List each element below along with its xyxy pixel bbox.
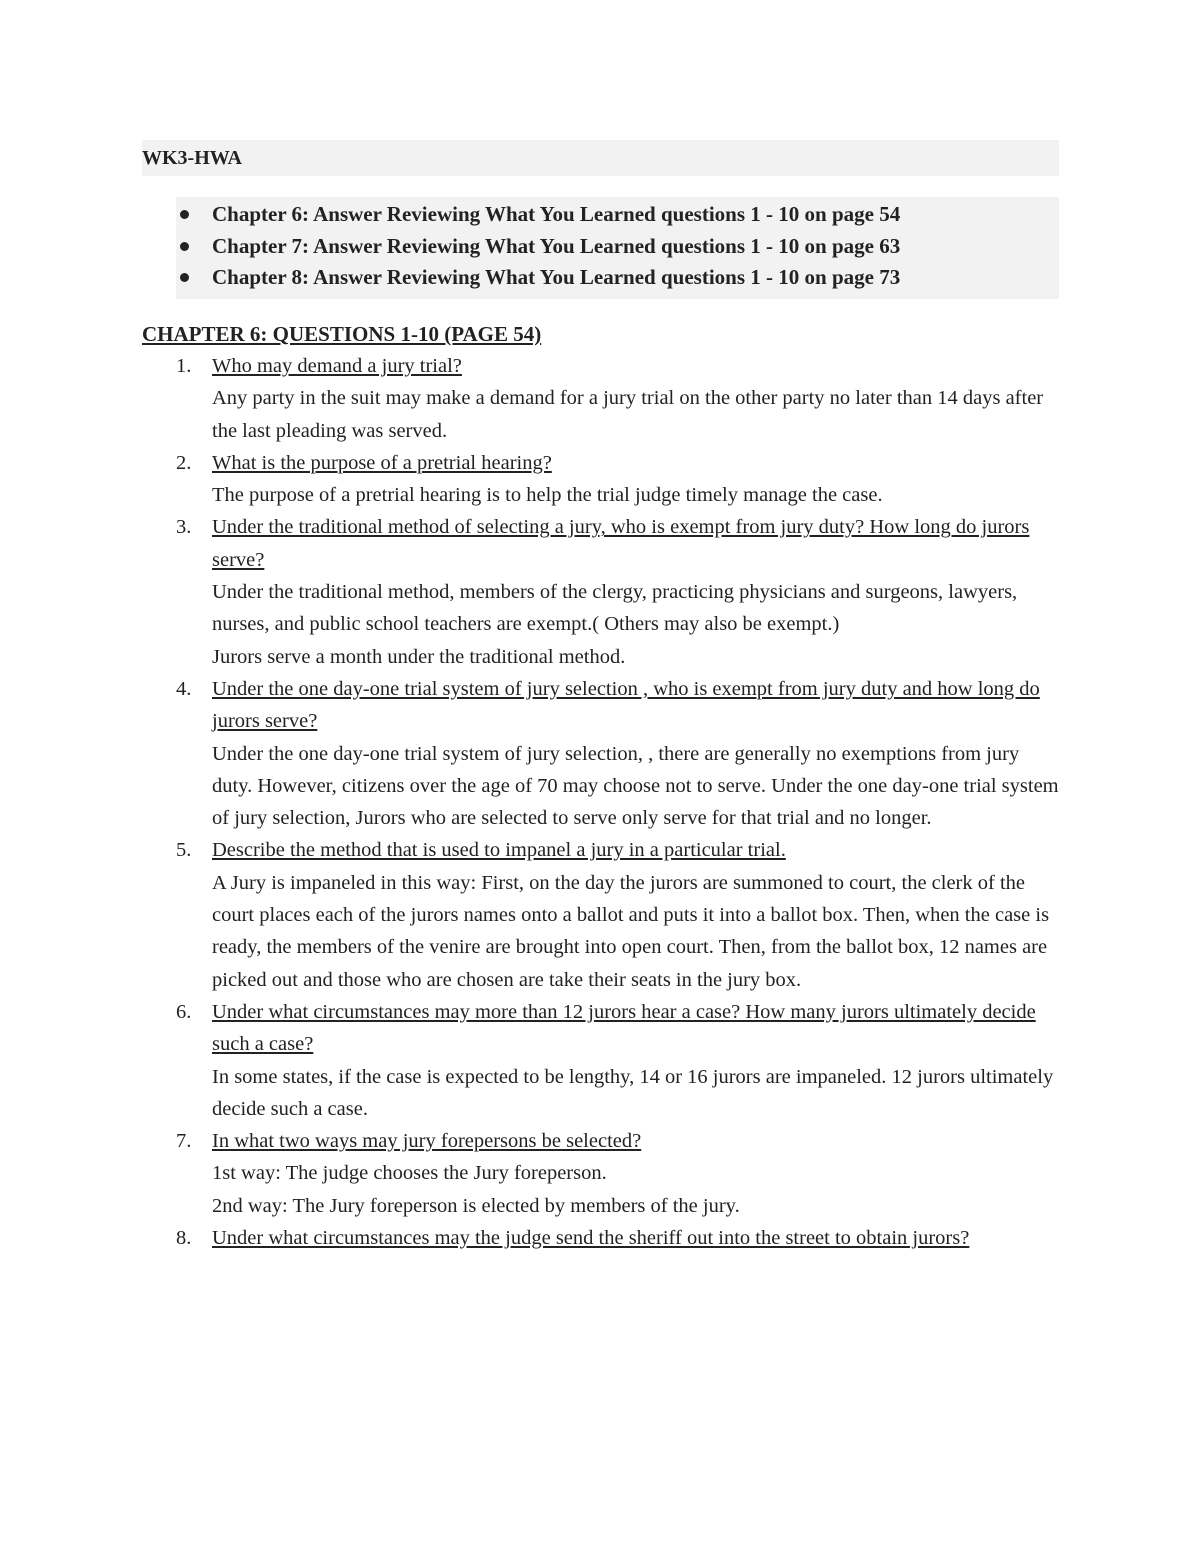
question-text: Under what circumstances may more than 12 jurors hear a case? How many jurors ultimately decide such a case? [212,1000,1036,1056]
question-list [142,350,1062,1254]
question-item [142,447,1062,512]
bullet-icon [180,210,189,219]
question-item [142,996,1062,1125]
section-heading: CHAPTER 6: QUESTIONS 1-10 (PAGE 54) [142,322,542,346]
question-item [142,350,1062,447]
answer-text: Any party in the suit may make a demand for a jury trial on the other party no later than 14 days after the last pleading was served. [212,387,1044,442]
answer-text: Jurors serve a month under the traditional method. [212,645,626,668]
question-number: 1. [176,355,192,377]
question-text: Who may demand a jury trial? [212,355,462,377]
task-list [176,197,1059,299]
question-text: Under the traditional method of selecting a jury, who is exempt from jury duty? How long do jurors serve? [212,516,1030,571]
bullet-icon [180,242,189,251]
answer-text: 1st way: The judge chooses the Jury foreperson. [212,1162,607,1185]
question-text: In what two ways may jury forepersons be selected? [212,1130,642,1153]
question-number: 8. [176,1227,192,1250]
question-text: Describe the method that is used to impanel a jury in a particular trial. [212,839,786,862]
bullet-icon [180,273,189,282]
question-item [142,1222,1062,1254]
task-text: Chapter 8: Answer Reviewing What You Learned questions 1 - 10 on page 73 [212,265,901,289]
question-number: 2. [176,451,192,474]
question-item [142,673,1062,834]
answer-text: In some states, if the case is expected to be lengthy, 14 or 16 jurors are impaneled. 12 jurors ultimately decide such a case. [212,1065,1054,1120]
question-number: 7. [176,1130,192,1153]
answer-text: The purpose of a pretrial hearing is to help the trial judge timely manage the case. [212,484,883,507]
question-number: 3. [176,516,192,539]
question-item [142,834,1062,995]
question-text: Under the one day-one trial system of jury selection , who is exempt from jury duty and how long do jurors serve? [212,677,1040,733]
question-text: What is the purpose of a pretrial hearing? [212,451,552,474]
assignment-title: WK3-HWA [142,140,1059,176]
question-number: 6. [176,1000,192,1023]
question-item [142,1125,1062,1222]
question-text: Under what circumstances may the judge send the sheriff out into the street to obtain jurors? [212,1227,970,1250]
task-text: Chapter 6: Answer Reviewing What You Learned questions 1 - 10 on page 54 [212,202,901,226]
question-number: 4. [176,677,192,700]
answer-text: A Jury is impaneled in this way: First, on the day the jurors are summoned to court, the clerk of the court places each of the jurors names onto a ballot and puts it into a ballot box. Then, when the case is ready, the members of the venire are brought into open court. Then, from the ballot box, 12 names are picked out and those who are chosen are take their seats in the jury box. [212,871,1050,991]
answer-text: Under the traditional method, members of the clergy, practicing physicians and surgeons, lawyers, nurses, and public school teachers are exempt.( Others may also be exempt.) [212,581,1018,636]
question-item [142,511,1062,672]
question-number: 5. [176,839,192,862]
task-text: Chapter 7: Answer Reviewing What You Learned questions 1 - 10 on page 63 [212,234,901,258]
answer-text: Under the one day-one trial system of jury selection, , there are generally no exemptions from jury duty. However, citizens over the age of 70 may choose not to serve. Under the one day-one trial system of jury selection, Jurors who are selected to serve only serve for that trial and no longer. [212,742,1059,830]
answer-text: 2nd way: The Jury foreperson is elected by members of the jury. [212,1194,740,1217]
